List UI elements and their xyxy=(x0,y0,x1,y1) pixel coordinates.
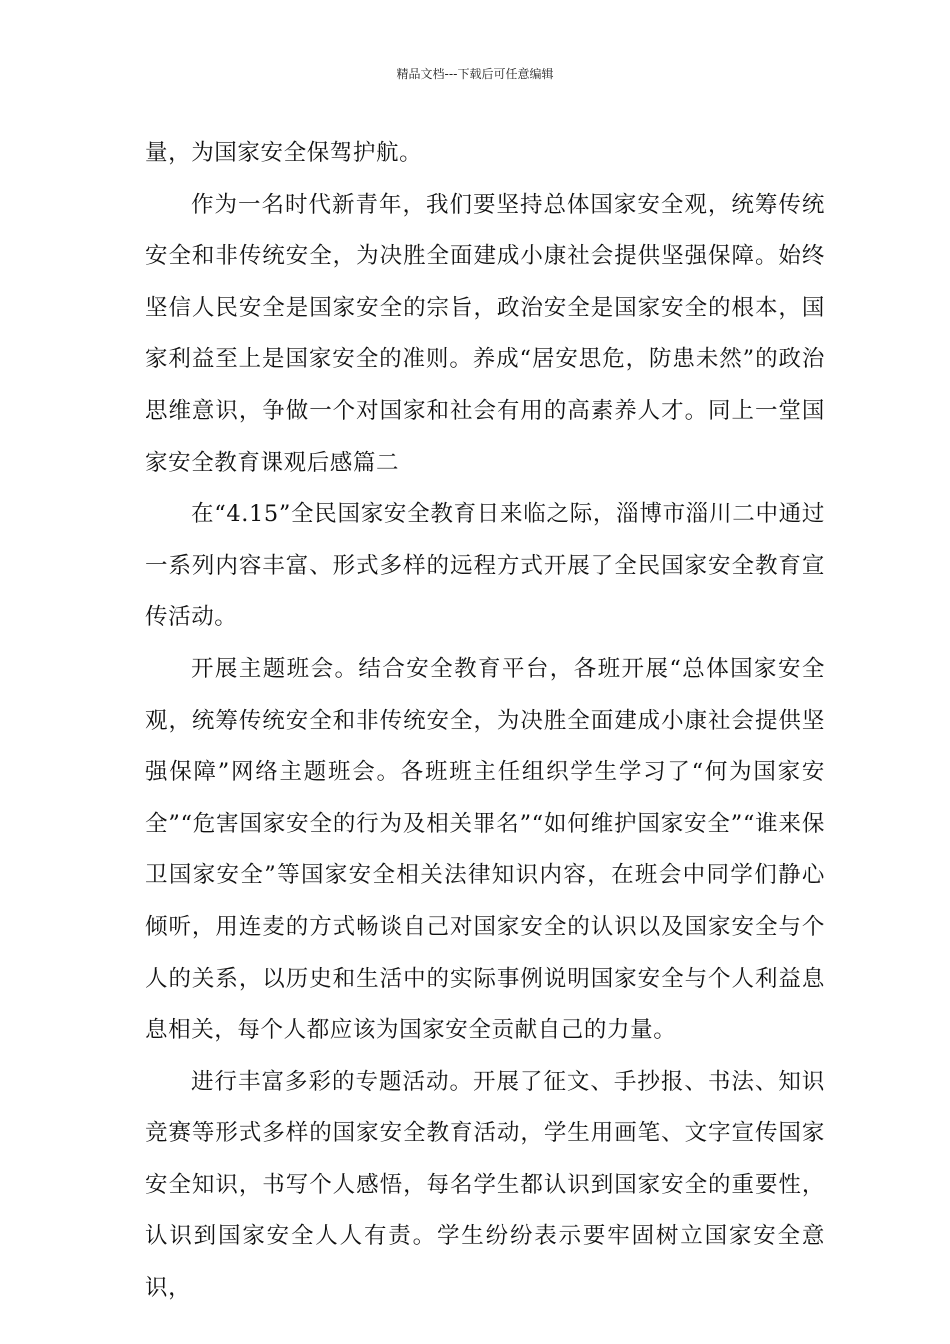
document-body xyxy=(145,128,825,1315)
paragraph: 开展主题班会。结合安全教育平台，各班开展“总体国家安全观，统筹传统安全和非传统安全，为决胜全面建成小康社会提供坚强保障”网络主题班会。各班班主任组织学生学习了“何为国家安全”“危害国家安全的行为及相关罪名”“如何维护国家安全”“谁来保卫国家安全”等国家安全相关法律知识内容，在班会中同学们静心倾听，用连麦的方式畅谈自己对国家安全的认识以及国家安全与个人的关系，以历史和生活中的实际事例说明国家安全与个人利益息息相关，每个人都应该为国家安全贡献自己的力量。 xyxy=(145,655,825,1044)
paragraph: 在“4.15”全民国家安全教育日来临之际，淄博市淄川二中通过一系列内容丰富、形式多样的远程方式开展了全民国家安全教育宣传活动。 xyxy=(145,501,825,631)
page-header: 精品文档---下载后可任意编辑 xyxy=(396,67,554,81)
paragraph: 作为一名时代新青年，我们要坚持总体国家安全观，统筹传统安全和非传统安全，为决胜全面建成小康社会提供坚强保障。始终坚信人民安全是国家安全的宗旨，政治安全是国家安全的根本，国家利益至上是国家安全的准则。养成“居安思危，防患未然”的政治思维意识，争做一个对国家和社会有用的高素养人才。同上一堂国家安全教育课观后感篇二 xyxy=(145,191,825,476)
paragraph-continuation: 量，为国家安全保驾护航。 xyxy=(145,140,423,166)
paragraph: 进行丰富多彩的专题活动。开展了征文、手抄报、书法、知识竞赛等形式多样的国家安全教育活动，学生用画笔、文字宣传国家安全知识，书写个人感悟，每名学生都认识到国家安全的重要性，认识到国家安全人人有责。学生纷纷表示要牢固树立国家安全意识， xyxy=(145,1068,825,1302)
